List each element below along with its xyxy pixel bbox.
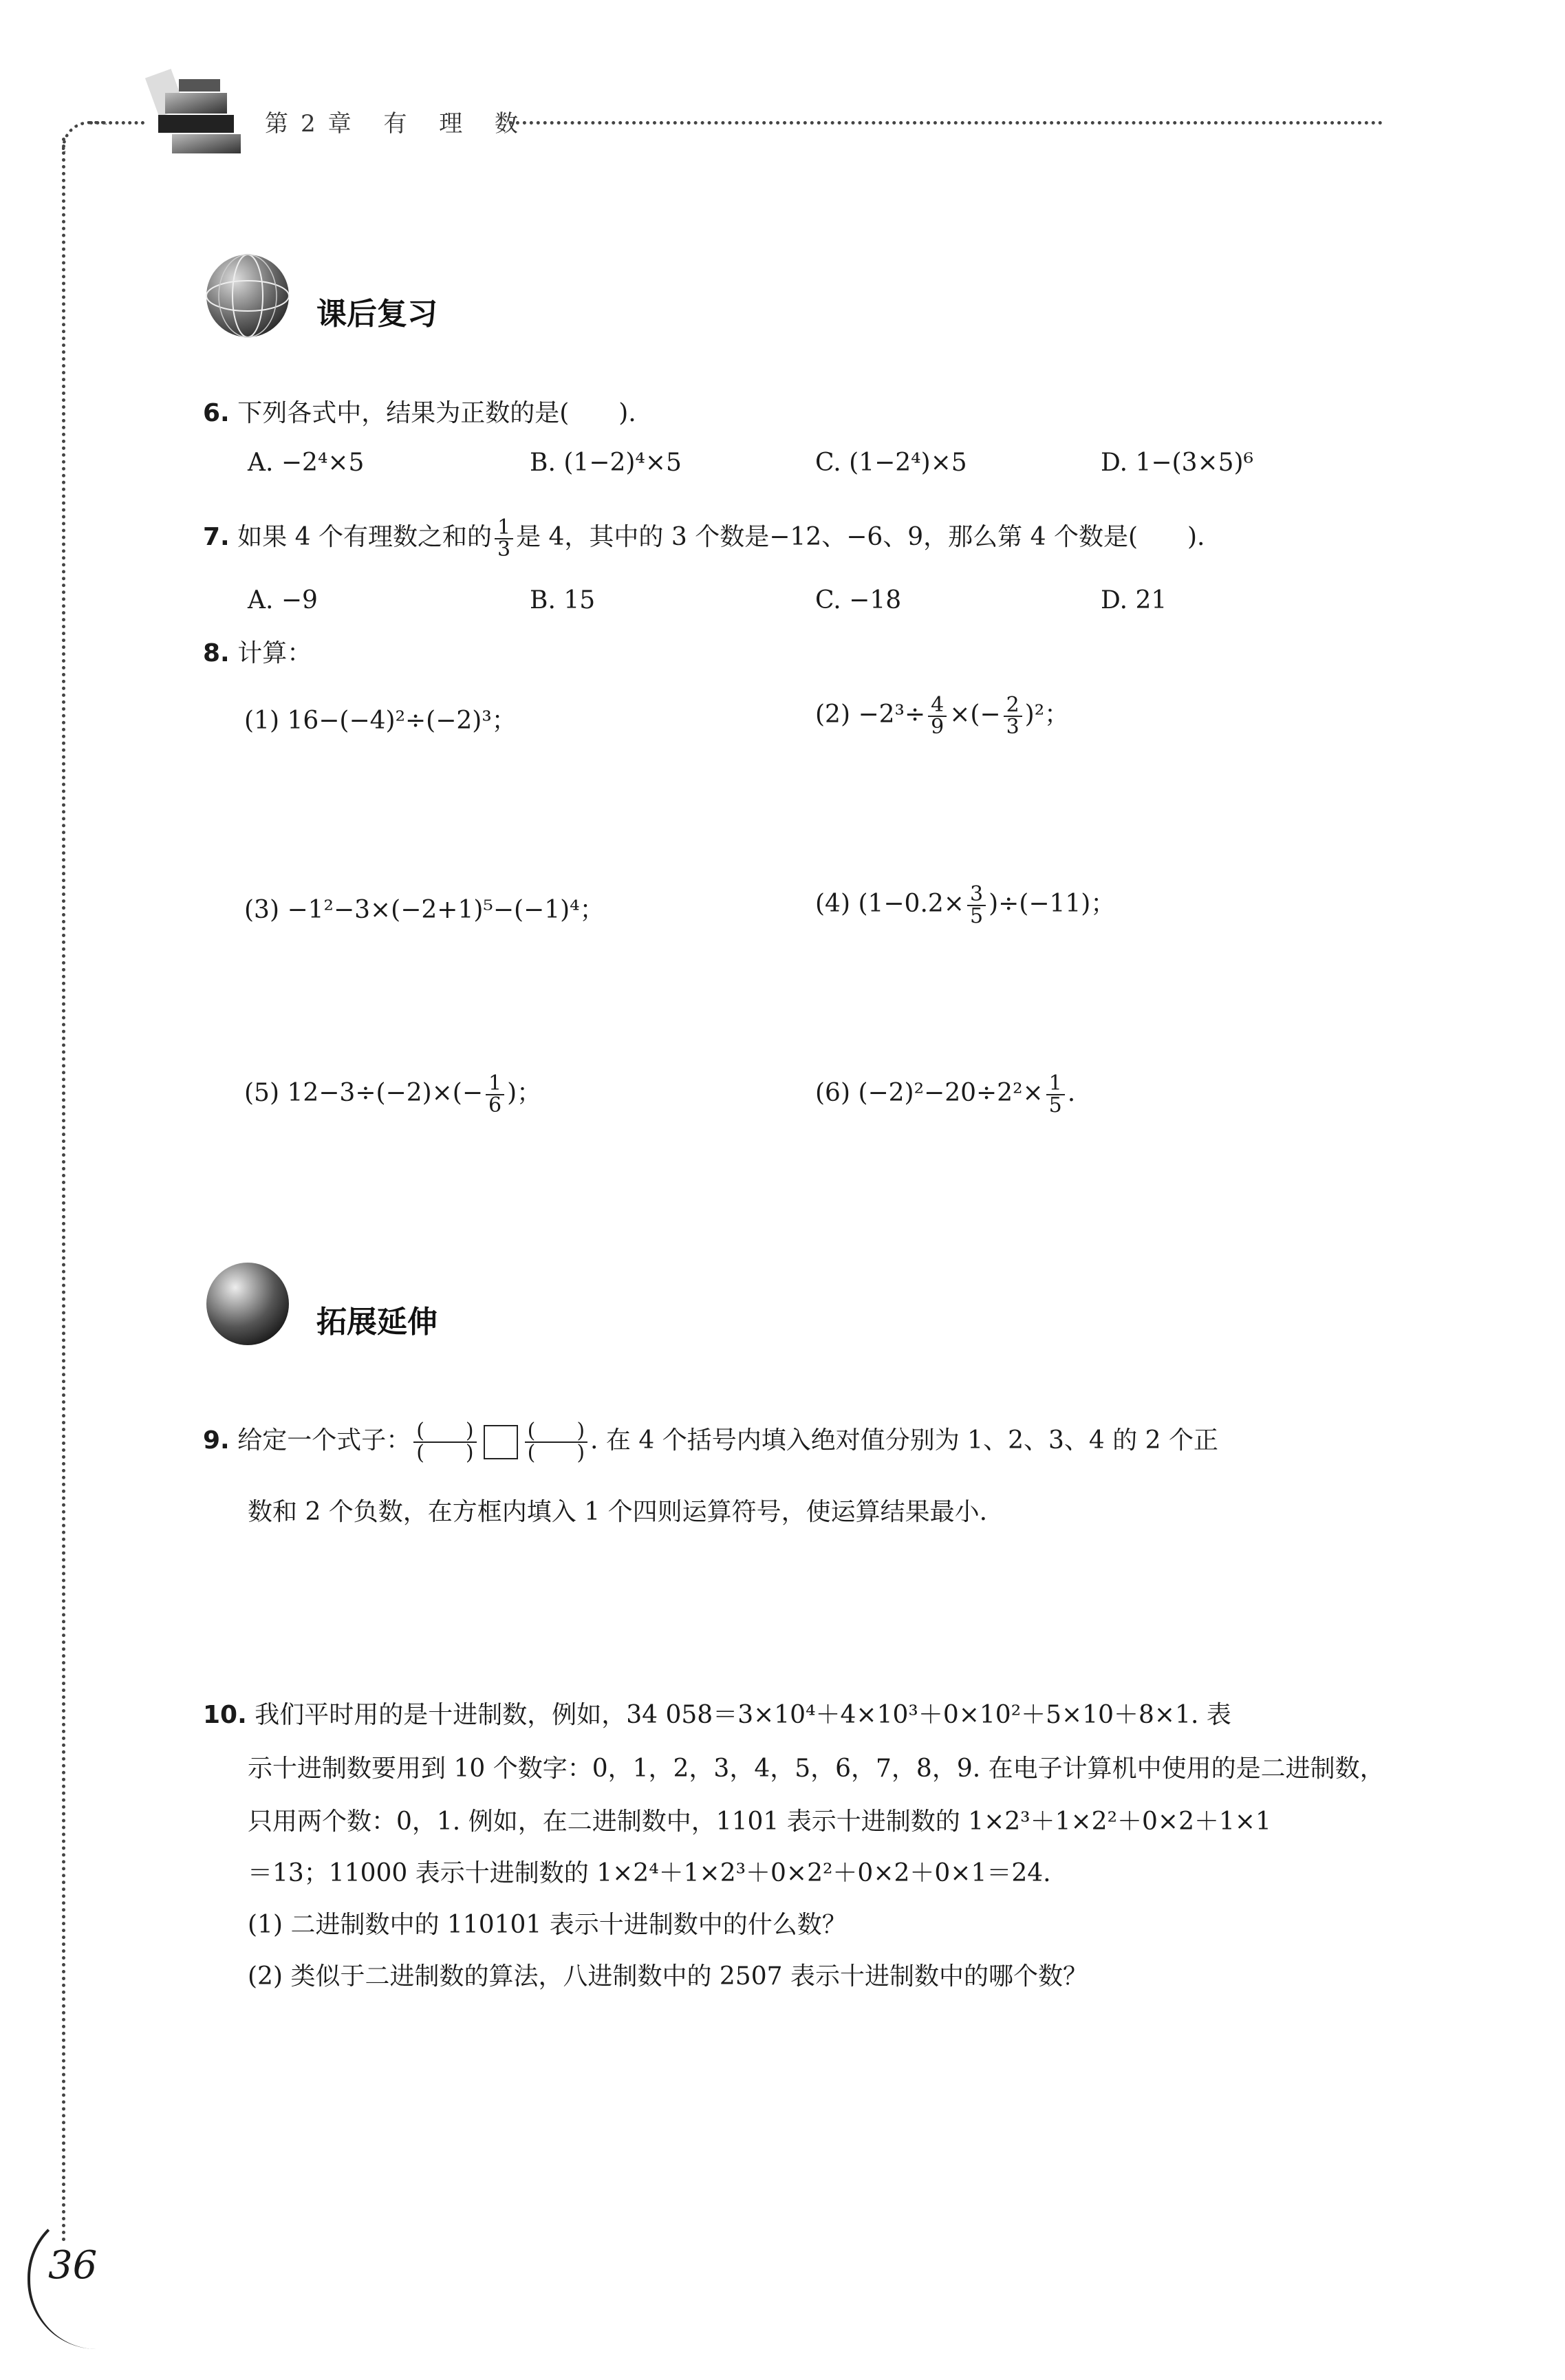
q8-part-4: (4) (1−0.2× $\frac{3}{5}$ )÷(−11)； — [815, 882, 1116, 928]
q7-option-d: D. 21 — [1101, 586, 1167, 614]
question-10-line-1 — [203, 1703, 1231, 1728]
question-number: 8. — [203, 639, 230, 667]
question-text: 我们平时用的是十进制数，例如，34 058＝3×10⁴＋4×10³＋0×10²＋5×10＋8×1. 表 — [255, 1701, 1231, 1729]
question-10-sub-2: (2) 类似于二进制数的算法，八进制数中的 2507 表示十进制数中的哪个数？ — [248, 1962, 1088, 1991]
question-number: 7. — [203, 523, 230, 551]
q8-part-2: (2) −2³÷ $\frac{4}{9}$ ×(− $\frac{2}{3}$ )²； — [815, 693, 1070, 739]
q8-part-5: (5) 12−3÷(−2)×(− $\frac{1}{6}$ )； — [244, 1071, 542, 1117]
q6-option-a: A. −2⁴×5 — [248, 449, 365, 477]
q8-part-1: (1) 16−(−4)²÷(−2)³； — [244, 707, 517, 735]
question-text: 计算： — [237, 639, 312, 667]
question-9-stem — [203, 1421, 1218, 1464]
q7-option-b: B. 15 — [530, 586, 596, 614]
left-dotted-border — [62, 138, 65, 2243]
q6-option-d: D. 1−(3×5)⁶ — [1101, 449, 1254, 477]
operator-box — [484, 1425, 518, 1459]
header-dotted-line-left — [89, 121, 144, 125]
q8-part-3: (3) −1²−3×(−2+1)⁵−(−1)⁴； — [244, 896, 605, 924]
q6-option-c: C. (1−2⁴)×5 — [815, 449, 967, 477]
question-text: . 在 4 个括号内填入绝对值分别为 1、2、3、4 的 2 个正 — [590, 1426, 1219, 1455]
question-7-stem — [203, 517, 1205, 560]
chapter-header: 第2章 有 理 数 — [265, 110, 531, 138]
header-dotted-line — [509, 121, 1383, 125]
q7-option-a: A. −9 — [248, 586, 318, 614]
question-10-line-2: 示十进制数要用到 10 个数字：0，1，2，3，4，5，6，7，8，9. 在电子计算机中使用的是二进制数， — [248, 1755, 1385, 1783]
page-number: 36 — [48, 2243, 98, 2288]
blank-fraction: $\frac{( )}{( )}$ — [413, 1421, 476, 1464]
q8-part-6: (6) (−2)²−20÷2²× $\frac{1}{5}$ . — [815, 1071, 1076, 1117]
question-10-sub-1: (1) 二进制数中的 110101 表示十进制数中的什么数？ — [248, 1911, 847, 1939]
question-text: 给定一个式子： — [237, 1426, 411, 1455]
question-text: 如果 4 个有理数之和的 — [237, 523, 492, 551]
question-text: 下列各式中，结果为正数的是( ). — [237, 399, 636, 427]
question-10-line-3: 只用两个数：0，1. 例如，在二进制数中，1101 表示十进制数的 1×2³＋1×2²＋0×2＋1×1 — [248, 1808, 1271, 1836]
question-text: 是 4，其中的 3 个数是−12、−6、9，那么第 4 个数是( ). — [516, 523, 1205, 551]
question-8-stem — [203, 641, 312, 666]
globe-icon — [203, 251, 292, 341]
question-number: 10. — [203, 1701, 247, 1729]
header-corner-border — [62, 121, 107, 152]
blank-fraction: $\frac{( )}{( )}$ — [525, 1421, 587, 1464]
section-title-extension: 拓展延伸 — [316, 1305, 438, 1340]
question-10-line-4: ＝13；11000 表示十进制数的 1×2⁴＋1×2³＋0×2²＋0×2＋0×1＝24. — [248, 1859, 1051, 1887]
question-9-line-2: 数和 2 个负数，在方框内填入 1 个四则运算符号，使运算结果最小. — [248, 1498, 988, 1526]
books-logo-icon — [138, 65, 255, 169]
question-number: 6. — [203, 399, 230, 427]
q7-option-c: C. −18 — [815, 586, 902, 614]
sphere-icon — [203, 1259, 292, 1349]
q6-option-b: B. (1−2)⁴×5 — [530, 449, 682, 477]
section-title-review: 课后复习 — [316, 297, 438, 332]
fraction: $\frac{1}{3}$ — [495, 517, 513, 560]
question-6-stem — [203, 401, 636, 426]
question-number: 9. — [203, 1426, 230, 1455]
